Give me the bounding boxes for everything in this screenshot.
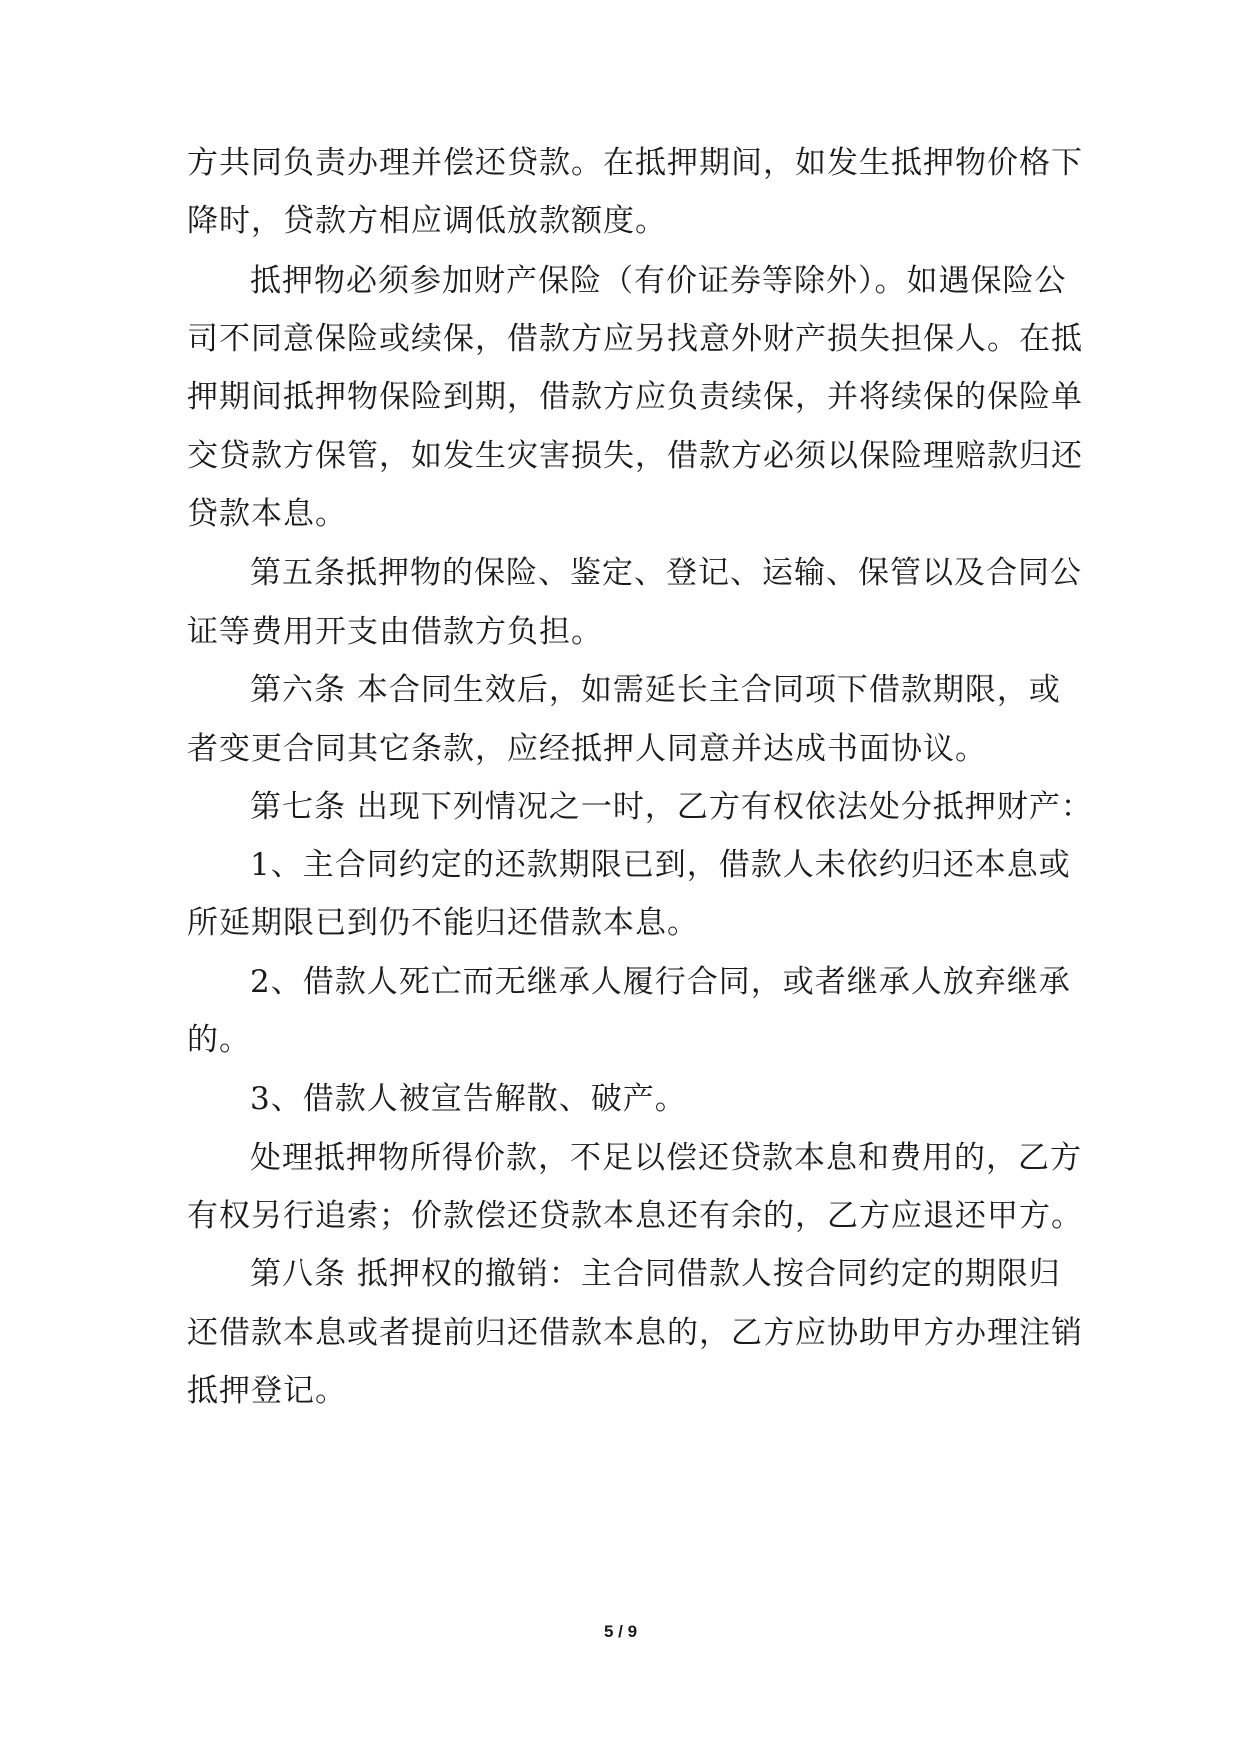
text-line: 贷款本息。 — [187, 496, 347, 532]
text-line: 抵押登记。 — [187, 1373, 347, 1409]
text-line: 方共同负责办理并偿还贷款。在抵押期间，如发生抵押物价格下 — [187, 145, 1083, 181]
text-line: 所延期限已到仍不能归还借款本息。 — [187, 905, 699, 941]
text-line: 降时，贷款方相应调低放款额度。 — [187, 203, 667, 239]
paragraph-first-line: 处理抵押物所得价款，不足以偿还贷款本息和费用的，乙方 — [250, 1140, 1082, 1176]
paragraph-first-line: 第八条 抵押权的撤销：主合同借款人按合同约定的期限归 — [250, 1256, 1061, 1292]
text-line: 的。 — [187, 1022, 251, 1058]
text-line: 者变更合同其它条款，应经抵押人同意并达成书面协议。 — [187, 731, 987, 767]
paragraph-first-line: 第七条 出现下列情况之一时，乙方有权依法处分抵押财产： — [250, 789, 1093, 825]
list-item: 1、主合同约定的还款期限已到，借款人未依约归还本息或 — [250, 847, 1071, 883]
paragraph-first-line: 第六条 本合同生效后，如需延长主合同项下借款期限，或 — [250, 672, 1061, 708]
text-line: 证等费用开支由借款方负担。 — [187, 614, 603, 650]
text-line: 押期间抵押物保险到期，借款方应负责续保，并将续保的保险单 — [187, 379, 1083, 415]
text-line: 有权另行追索；价款偿还贷款本息还有余的，乙方应退还甲方。 — [187, 1198, 1083, 1234]
page-number: 5 / 9 — [603, 1622, 638, 1641]
paragraph-first-line: 第五条抵押物的保险、鉴定、登记、运输、保管以及合同公 — [250, 555, 1082, 591]
text-line: 还借款本息或者提前归还借款本息的，乙方应协助甲方办理注销 — [187, 1315, 1083, 1351]
list-item: 2、借款人死亡而无继承人履行合同，或者继承人放弃继承 — [250, 964, 1071, 1000]
text-line: 司不同意保险或续保，借款方应另找意外财产损失担保人。在抵 — [187, 321, 1083, 357]
text-line: 交贷款方保管，如发生灾害损失，借款方必须以保险理赔款归还 — [187, 438, 1083, 474]
paragraph-first-line: 抵押物必须参加财产保险（有价证券等除外）。如遇保险公 — [250, 263, 1067, 299]
list-item: 3、借款人被宣告解散、破产。 — [250, 1081, 687, 1117]
